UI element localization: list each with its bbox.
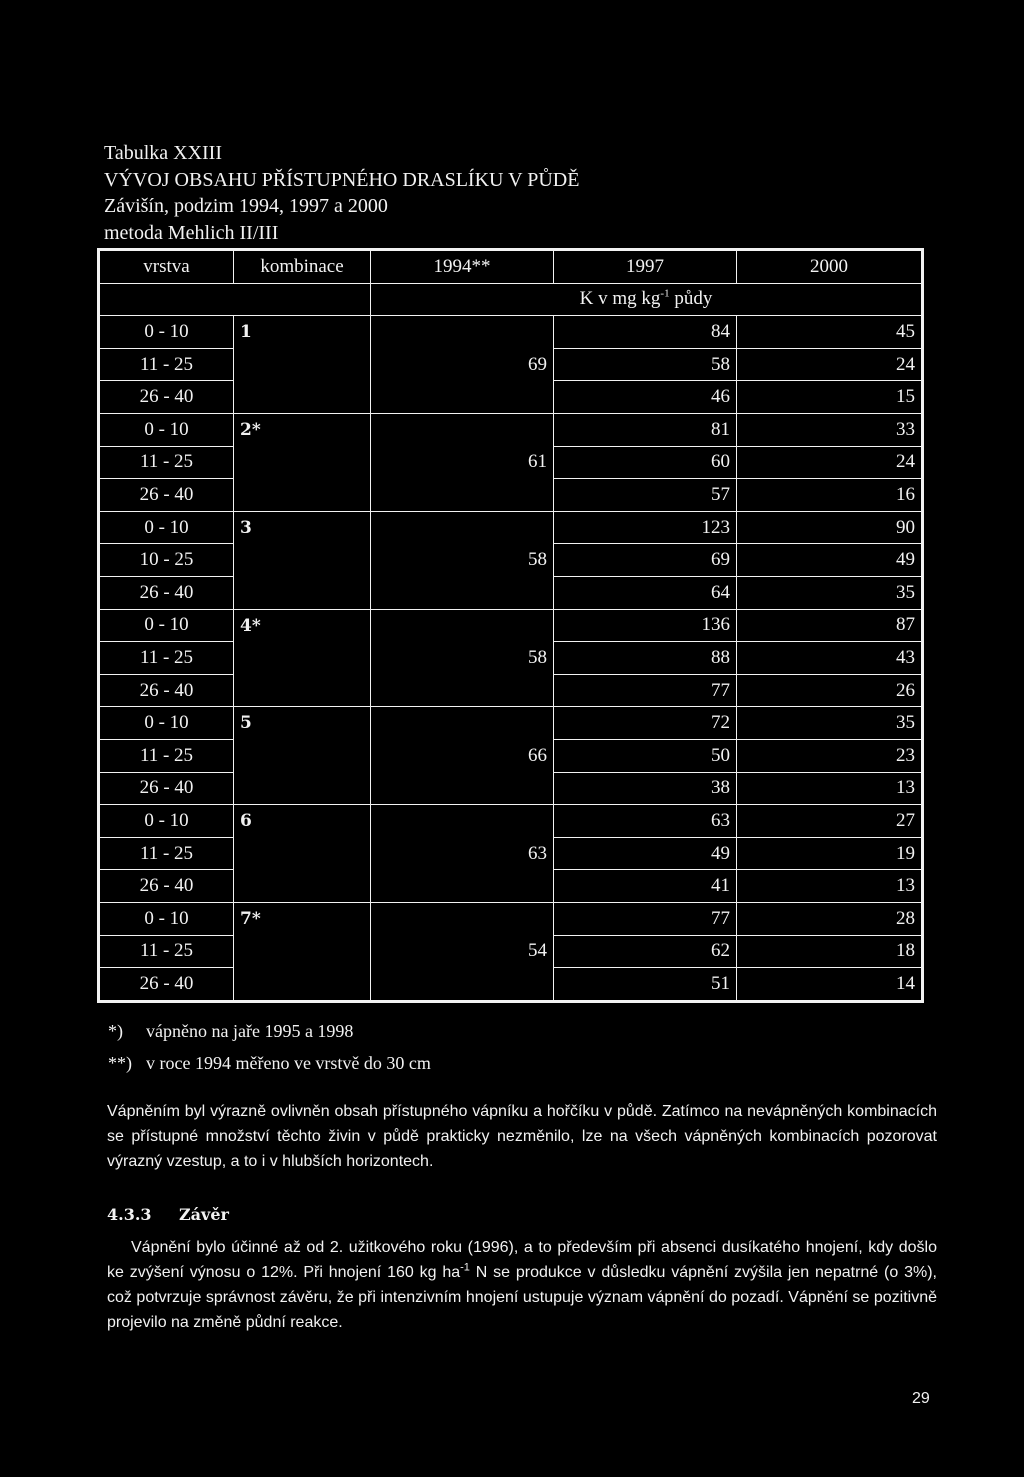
cell-2000: 87 xyxy=(737,609,923,642)
cell-vrstva: 26 - 40 xyxy=(99,576,234,609)
table-row xyxy=(99,381,923,414)
cell-2000: 24 xyxy=(737,348,923,381)
paragraph-liming-effect: Vápněním byl výrazně ovlivněn obsah přístupného vápníku a hořčíku v půdě. Zatímco na nevápněných kombinacích se přístupné množství těchto živin v půdě prakticky nezměnilo, lze na všech vápněných kombinacích pozorovat výrazný vzestup, a to i v hlubších horizontech. xyxy=(107,1103,937,1170)
cell-1997: 63 xyxy=(554,805,737,838)
cell-vrstva: 26 - 40 xyxy=(99,381,234,414)
table-method: metoda Mehlich II/III xyxy=(104,221,279,244)
section-title: Závěr xyxy=(179,1205,229,1224)
cell-2000: 43 xyxy=(737,642,923,675)
cell-kombinace xyxy=(234,870,371,903)
cell-vrstva: 26 - 40 xyxy=(99,674,234,707)
cell-1994 xyxy=(371,805,554,838)
cell-vrstva: 26 - 40 xyxy=(99,479,234,512)
cell-2000: 15 xyxy=(737,381,923,414)
cell-vrstva: 11 - 25 xyxy=(99,446,234,479)
page-number: 29 xyxy=(912,1390,930,1407)
cell-vrstva: 11 - 25 xyxy=(99,739,234,772)
cell-vrstva: 0 - 10 xyxy=(99,707,234,740)
cell-1994 xyxy=(371,902,554,935)
cell-1994: 58 xyxy=(371,642,554,675)
table-row xyxy=(99,544,923,577)
table-row xyxy=(99,414,923,447)
cell-kombinace xyxy=(234,837,371,870)
conclusion-sup: -1 xyxy=(460,1261,470,1274)
cell-vrstva: 11 - 25 xyxy=(99,837,234,870)
cell-1997: 38 xyxy=(554,772,737,805)
cell-2000: 35 xyxy=(737,707,923,740)
header-1997: 1997 xyxy=(554,250,737,284)
cell-kombinace xyxy=(234,968,371,1002)
cell-2000: 28 xyxy=(737,902,923,935)
cell-2000: 19 xyxy=(737,837,923,870)
cell-vrstva: 26 - 40 xyxy=(99,772,234,805)
table-row xyxy=(99,707,923,740)
table-row xyxy=(99,479,923,512)
cell-kombinace: 2* xyxy=(234,414,371,447)
cell-kombinace: 1 xyxy=(234,316,371,349)
cell-kombinace: 5 xyxy=(234,707,371,740)
cell-1994 xyxy=(371,479,554,512)
cell-vrstva: 10 - 25 xyxy=(99,544,234,577)
cell-1997: 51 xyxy=(554,968,737,1002)
footnote-1 xyxy=(108,1015,431,1047)
table-row xyxy=(99,316,923,349)
cell-1997: 72 xyxy=(554,707,737,740)
cell-vrstva: 0 - 10 xyxy=(99,511,234,544)
cell-1997: 123 xyxy=(554,511,737,544)
cell-1997: 58 xyxy=(554,348,737,381)
footnote-2-mark: **) xyxy=(108,1053,132,1073)
cell-kombinace xyxy=(234,935,371,968)
cell-2000: 33 xyxy=(737,414,923,447)
paragraph-conclusion xyxy=(107,1235,937,1335)
cell-kombinace xyxy=(234,348,371,381)
cell-1997: 77 xyxy=(554,902,737,935)
section-number: 4.3.3 xyxy=(107,1205,152,1224)
table-row xyxy=(99,576,923,609)
cell-vrstva: 0 - 10 xyxy=(99,902,234,935)
header-row xyxy=(99,250,923,284)
table-row xyxy=(99,609,923,642)
cell-2000: 13 xyxy=(737,772,923,805)
table-row xyxy=(99,935,923,968)
cell-1994: 58 xyxy=(371,544,554,577)
table-row xyxy=(99,642,923,675)
header-kombinace: kombinace xyxy=(234,250,371,284)
cell-1997: 88 xyxy=(554,642,737,675)
table-row xyxy=(99,772,923,805)
cell-2000: 18 xyxy=(737,935,923,968)
cell-1994: 63 xyxy=(371,837,554,870)
footnote-1-text: vápněno na jaře 1995 a 1998 xyxy=(146,1021,354,1041)
cell-kombinace xyxy=(234,576,371,609)
cell-kombinace xyxy=(234,544,371,577)
cell-1994: 66 xyxy=(371,739,554,772)
cell-2000: 26 xyxy=(737,674,923,707)
header-vrstva: vrstva xyxy=(99,250,234,284)
cell-vrstva: 26 - 40 xyxy=(99,870,234,903)
table-row xyxy=(99,511,923,544)
cell-1994 xyxy=(371,511,554,544)
cell-kombinace: 4* xyxy=(234,609,371,642)
cell-1997: 69 xyxy=(554,544,737,577)
unit-suffix: půdy xyxy=(674,288,713,310)
cell-2000: 16 xyxy=(737,479,923,512)
cell-1994 xyxy=(371,381,554,414)
cell-2000: 27 xyxy=(737,805,923,838)
table-number: Tabulka XXIII xyxy=(104,142,222,164)
cell-2000: 35 xyxy=(737,576,923,609)
cell-1997: 57 xyxy=(554,479,737,512)
conclusion-text-b: N se produkce v důsledku vápnění zvýšila jen nepatrné (o 3%), což potvrzuje správnost závěru, že při intenzivním hnojení ustupuje význam vápnění do pozadí. Vápnění se pozitivně projevilo na změně půdní reakce. xyxy=(107,1264,937,1331)
cell-kombinace xyxy=(234,479,371,512)
table-title: VÝVOJ OBSAHU PŘÍSTUPNÉHO DRASLÍKU V PŮDĚ xyxy=(104,168,580,191)
cell-kombinace xyxy=(234,642,371,675)
cell-1997: 41 xyxy=(554,870,737,903)
potassium-table xyxy=(97,248,924,1003)
conclusion-text-a: Vápnění bylo účinné až od 2. užitkového roku (1996), a to především při absenci dusíkatého hnojení, kdy došlo ke zvýšení výnosu o 12%. Při hnojení 160 kg ha xyxy=(107,1239,937,1281)
cell-1997: 64 xyxy=(554,576,737,609)
unit-sup: -1 xyxy=(660,288,670,301)
table-heading xyxy=(104,140,579,246)
table-row xyxy=(99,739,923,772)
cell-vrstva: 0 - 10 xyxy=(99,316,234,349)
table-row xyxy=(99,837,923,870)
cell-kombinace xyxy=(234,739,371,772)
cell-1997: 60 xyxy=(554,446,737,479)
cell-1994 xyxy=(371,707,554,740)
cell-1997: 49 xyxy=(554,837,737,870)
cell-1994: 61 xyxy=(371,446,554,479)
cell-1994 xyxy=(371,414,554,447)
cell-kombinace xyxy=(234,381,371,414)
footnote-2 xyxy=(108,1047,431,1079)
table-location: Závišín, podzim 1994, 1997 a 2000 xyxy=(104,195,388,217)
footnote-2-text: v roce 1994 měřeno ve vrstvě do 30 cm xyxy=(146,1053,431,1073)
header-2000: 2000 xyxy=(737,250,923,284)
table-row xyxy=(99,870,923,903)
cell-2000: 90 xyxy=(737,511,923,544)
cell-kombinace xyxy=(234,772,371,805)
table-row xyxy=(99,674,923,707)
cell-vrstva: 0 - 10 xyxy=(99,609,234,642)
cell-vrstva: 11 - 25 xyxy=(99,935,234,968)
cell-1994 xyxy=(371,772,554,805)
cell-kombinace xyxy=(234,446,371,479)
cell-kombinace xyxy=(234,674,371,707)
cell-1994 xyxy=(371,968,554,1002)
cell-2000: 14 xyxy=(737,968,923,1002)
table-row xyxy=(99,968,923,1002)
cell-1997: 50 xyxy=(554,739,737,772)
cell-1994 xyxy=(371,870,554,903)
cell-1997: 81 xyxy=(554,414,737,447)
table-row xyxy=(99,446,923,479)
cell-kombinace: 3 xyxy=(234,511,371,544)
cell-kombinace: 6 xyxy=(234,805,371,838)
table-row xyxy=(99,902,923,935)
cell-1997: 62 xyxy=(554,935,737,968)
unit-row xyxy=(99,283,923,316)
cell-vrstva: 11 - 25 xyxy=(99,348,234,381)
cell-kombinace: 7* xyxy=(234,902,371,935)
cell-1997: 77 xyxy=(554,674,737,707)
cell-vrstva: 0 - 10 xyxy=(99,805,234,838)
unit-text: K v mg kg xyxy=(579,288,661,310)
cell-1994: 69 xyxy=(371,348,554,381)
cell-1994 xyxy=(371,576,554,609)
table-row xyxy=(99,805,923,838)
cell-1994: 54 xyxy=(371,935,554,968)
cell-1994 xyxy=(371,609,554,642)
cell-2000: 24 xyxy=(737,446,923,479)
footnotes xyxy=(108,1015,431,1079)
cell-1997: 46 xyxy=(554,381,737,414)
cell-2000: 49 xyxy=(737,544,923,577)
section-heading xyxy=(107,1205,229,1224)
unit-row-blank xyxy=(99,283,371,316)
cell-2000: 13 xyxy=(737,870,923,903)
table-row xyxy=(99,348,923,381)
cell-2000: 45 xyxy=(737,316,923,349)
header-1994: 1994** xyxy=(371,250,554,284)
cell-1997: 84 xyxy=(554,316,737,349)
cell-1994 xyxy=(371,316,554,349)
cell-vrstva: 11 - 25 xyxy=(99,642,234,675)
cell-2000: 23 xyxy=(737,739,923,772)
cell-1997: 136 xyxy=(554,609,737,642)
unit-label xyxy=(371,283,923,316)
cell-1994 xyxy=(371,674,554,707)
cell-vrstva: 26 - 40 xyxy=(99,968,234,1002)
footnote-1-mark: *) xyxy=(108,1021,123,1041)
cell-vrstva: 0 - 10 xyxy=(99,414,234,447)
